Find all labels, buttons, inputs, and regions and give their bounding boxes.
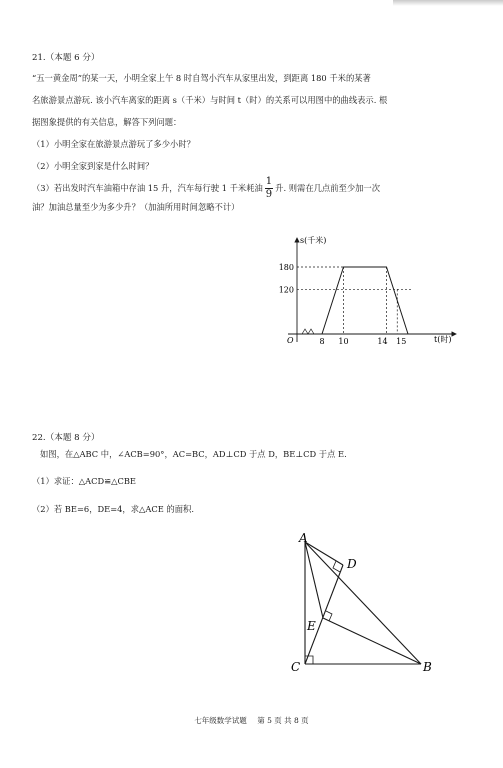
distance-curve <box>322 267 408 334</box>
segment-ab <box>305 542 421 664</box>
footer-title: 七年级数学试题 <box>194 716 247 725</box>
q21-heading: 21.（本题 6 分） <box>32 53 100 63</box>
vertex-label-e: E <box>307 619 316 633</box>
segment-ae <box>305 542 323 618</box>
vertex-label-b: B <box>423 660 432 674</box>
y-tick-label-120: 120 <box>278 285 294 295</box>
y-tick-label-180: 180 <box>278 263 294 272</box>
q22-statement: 如图，在△ABC 中，∠ACB=90°，AC=BC，AD⊥CD 于点 D，BE⊥CD 于点 E. <box>40 449 347 459</box>
q22-subquestion-2: （2）若 BE=6，DE=4，求△ACE 的面积. <box>32 504 194 514</box>
vertex-label-a: A <box>299 531 308 545</box>
fraction-numerator: 1 <box>265 176 273 187</box>
x-axis-label: t(时) <box>434 335 452 344</box>
fraction-denominator: 9 <box>265 189 273 200</box>
q21-subquestion-3-line-2: 油？加油总量至少为多少升？（加油所用时间忽略不计） <box>32 202 240 212</box>
q21-paragraph-line-1: “五一黄金周”的某一天，小明全家上午 8 时自驾小汽车从家里出发，到距离 180 千米的某著 <box>32 73 371 83</box>
page-footer <box>0 715 503 726</box>
segment-cd <box>305 565 343 664</box>
origin-label: O <box>287 336 294 345</box>
triangle-figure <box>285 530 440 678</box>
footer-page-number: 第 5 页 共 8 页 <box>257 716 309 725</box>
q22-heading: 22.（本题 8 分） <box>32 433 100 443</box>
q21-sub3-text-a: （3）若出发时汽车油箱中存油 15 升，汽车每行驶 1 千米耗油 <box>32 183 263 193</box>
q21-paragraph-line-3: 据图象提供的有关信息，解答下列问题： <box>32 117 182 127</box>
x-tick-label-8: 8 <box>319 337 325 346</box>
fuel-fraction <box>265 177 273 200</box>
x-tick-label-14: 14 <box>377 337 388 346</box>
distance-time-chart <box>270 228 470 353</box>
vertex-label-c: C <box>291 660 301 674</box>
segment-be <box>323 618 421 664</box>
y-axis-label: s(千米) <box>300 236 327 245</box>
q21-subquestion-1: （1）小明全家在旅游景点游玩了多少小时？ <box>32 139 195 149</box>
vertex-label-d: D <box>347 557 357 571</box>
q22-subquestion-1: （1）求证：△ACD≌△CBE <box>32 476 136 486</box>
page-edge-shadow <box>393 0 503 6</box>
q21-sub3-text-b: 升. 则需在几点前至少加一次 <box>275 183 381 193</box>
x-tick-label-15: 15 <box>396 337 407 346</box>
q21-subquestion-3 <box>32 177 380 200</box>
q21-subquestion-2: （2）小明全家到家是什么时间？ <box>32 161 154 171</box>
q21-paragraph-line-2: 名旅游景点游玩. 该小汽车离家的距离 s（千米）与时间 t（时）的关系可以用图中的曲线表示. 根 <box>32 95 388 105</box>
axis-break-mark <box>302 329 314 334</box>
x-tick-label-10: 10 <box>338 337 349 346</box>
